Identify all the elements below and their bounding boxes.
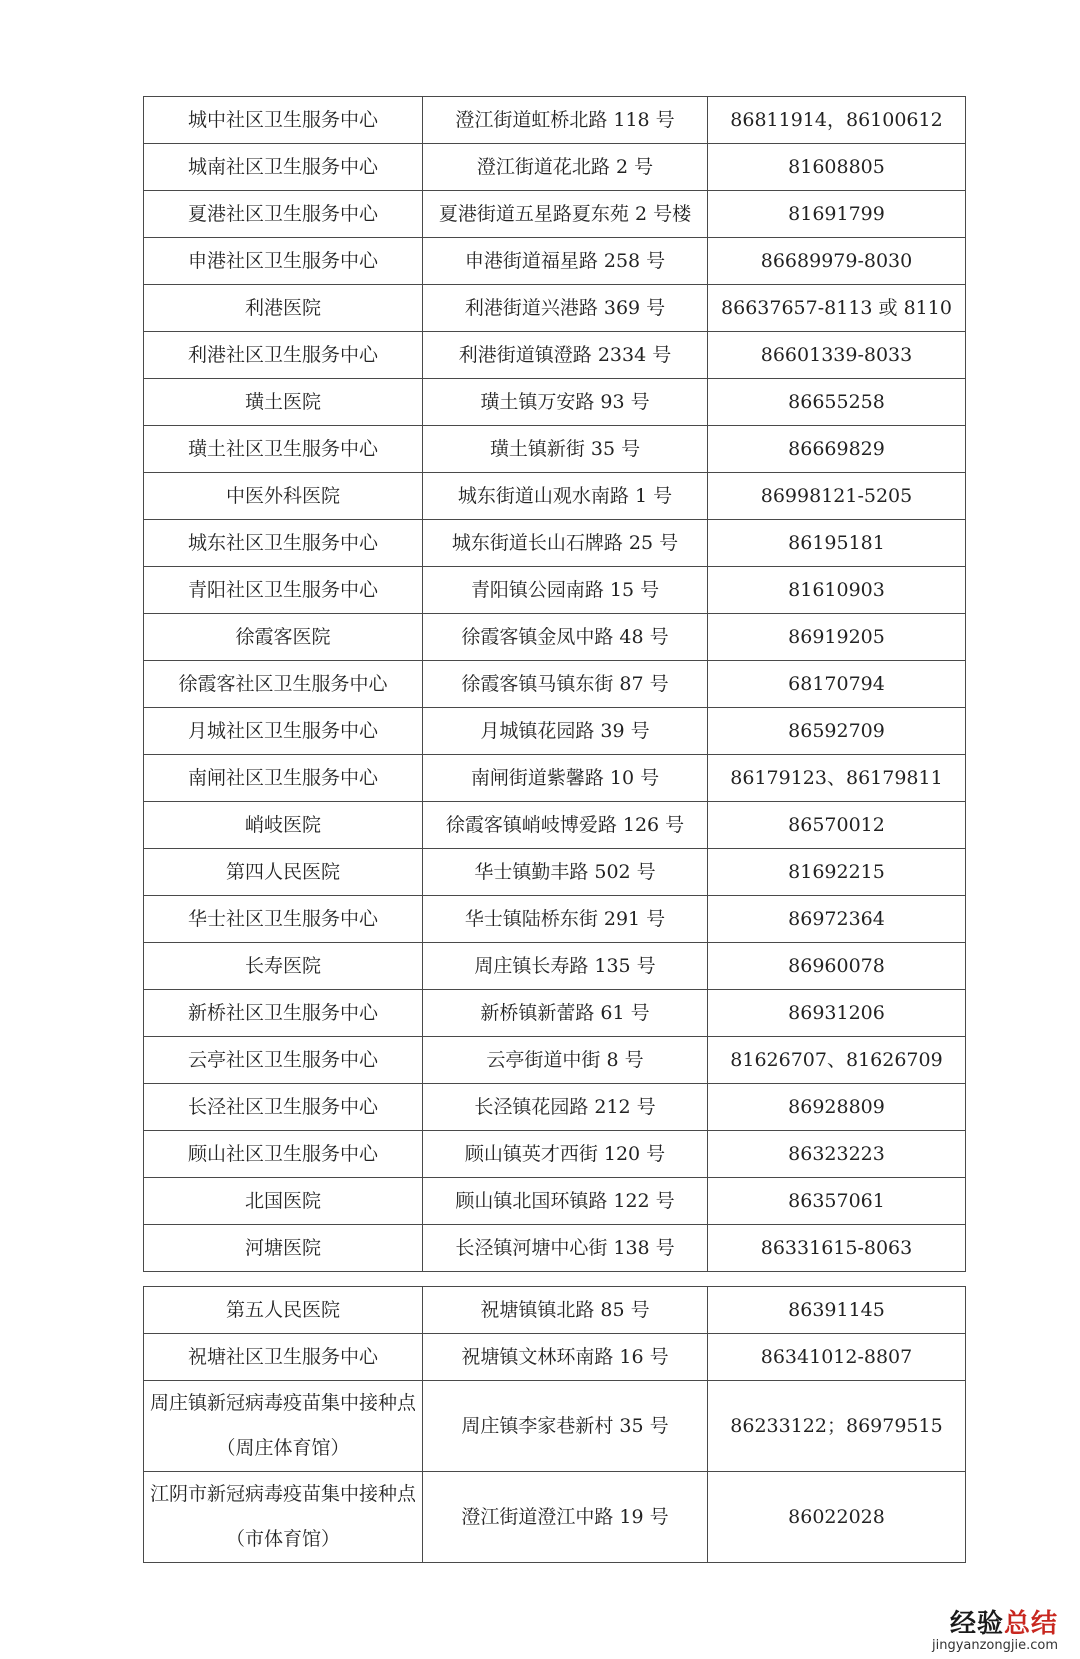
- phone-cell: 86972364: [708, 896, 966, 943]
- address-cell: 周庄镇李家巷新村 35 号: [423, 1381, 708, 1472]
- site-name-cell: 第五人民医院: [144, 1287, 423, 1334]
- phone-cell: 86179123、86179811: [708, 755, 966, 802]
- table-row: [144, 1225, 966, 1272]
- table-row: [144, 1381, 966, 1472]
- watermark-title: [932, 1603, 1058, 1640]
- phone-cell: 86357061: [708, 1178, 966, 1225]
- site-name-cell: 城东社区卫生服务中心: [144, 520, 423, 567]
- phone-cell: 68170794: [708, 661, 966, 708]
- site-name-cell: 城南社区卫生服务中心: [144, 144, 423, 191]
- watermark-logo: [932, 1603, 1058, 1653]
- address-cell: 徐霞客镇金凤中路 48 号: [423, 614, 708, 661]
- table-row: [144, 144, 966, 191]
- table-row: [144, 567, 966, 614]
- address-cell: 月城镇花园路 39 号: [423, 708, 708, 755]
- address-cell: 祝塘镇镇北路 85 号: [423, 1287, 708, 1334]
- site-name-cell: 青阳社区卫生服务中心: [144, 567, 423, 614]
- table-row: [144, 802, 966, 849]
- phone-cell: 86811914，86100612: [708, 97, 966, 144]
- phone-cell: 86323223: [708, 1131, 966, 1178]
- phone-cell: 86960078: [708, 943, 966, 990]
- address-cell: 青阳镇公园南路 15 号: [423, 567, 708, 614]
- address-cell: 徐霞客镇马镇东街 87 号: [423, 661, 708, 708]
- table-row: [144, 661, 966, 708]
- phone-cell: 81691799: [708, 191, 966, 238]
- table-row: [144, 97, 966, 144]
- phone-cell: 81692215: [708, 849, 966, 896]
- address-cell: 申港街道福星路 258 号: [423, 238, 708, 285]
- phone-cell: 86233122；86979515: [708, 1381, 966, 1472]
- table-row: [144, 943, 966, 990]
- table-body: [144, 1287, 966, 1563]
- phone-cell: 86998121-5205: [708, 473, 966, 520]
- table-row: [144, 379, 966, 426]
- table-row: [144, 426, 966, 473]
- address-cell: 周庄镇长寿路 135 号: [423, 943, 708, 990]
- table-row: [144, 332, 966, 379]
- table-row: [144, 708, 966, 755]
- phone-cell: 86331615-8063: [708, 1225, 966, 1272]
- address-cell: 璜土镇万安路 93 号: [423, 379, 708, 426]
- site-name-cell: 南闸社区卫生服务中心: [144, 755, 423, 802]
- table-row: [144, 238, 966, 285]
- table-row: [144, 1084, 966, 1131]
- site-name-cell: 利港社区卫生服务中心: [144, 332, 423, 379]
- table-row: [144, 191, 966, 238]
- site-name-cell: 江阴市新冠病毒疫苗集中接种点（市体育馆）: [144, 1472, 423, 1563]
- site-name-cell: 璜土社区卫生服务中心: [144, 426, 423, 473]
- address-cell: 利港街道镇澄路 2334 号: [423, 332, 708, 379]
- phone-cell: 86391145: [708, 1287, 966, 1334]
- address-cell: 徐霞客镇峭岐博爱路 126 号: [423, 802, 708, 849]
- address-cell: 顾山镇英才西街 120 号: [423, 1131, 708, 1178]
- site-name-cell: 徐霞客社区卫生服务中心: [144, 661, 423, 708]
- site-name-cell: 璜土医院: [144, 379, 423, 426]
- site-name-cell: 长泾社区卫生服务中心: [144, 1084, 423, 1131]
- site-name-cell: 中医外科医院: [144, 473, 423, 520]
- site-name-cell: 顾山社区卫生服务中心: [144, 1131, 423, 1178]
- table-row: [144, 285, 966, 332]
- table-row: [144, 1472, 966, 1563]
- table-row: [144, 1037, 966, 1084]
- address-cell: 顾山镇北国环镇路 122 号: [423, 1178, 708, 1225]
- phone-cell: 86637657-8113 或 8110: [708, 285, 966, 332]
- table-row: [144, 473, 966, 520]
- address-cell: 城东街道长山石牌路 25 号: [423, 520, 708, 567]
- address-cell: 云亭街道中街 8 号: [423, 1037, 708, 1084]
- watermark-title-part1: 经验: [949, 1609, 1004, 1639]
- address-cell: 华士镇陆桥东街 291 号: [423, 896, 708, 943]
- address-cell: 利港街道兴港路 369 号: [423, 285, 708, 332]
- table-row: [144, 520, 966, 567]
- phone-cell: 86919205: [708, 614, 966, 661]
- vaccination-sites-table-continued: [143, 1286, 966, 1563]
- table-row: [144, 614, 966, 661]
- site-name-cell: 夏港社区卫生服务中心: [144, 191, 423, 238]
- site-name-cell: 城中社区卫生服务中心: [144, 97, 423, 144]
- phone-cell: 81626707、81626709: [708, 1037, 966, 1084]
- address-cell: 南闸街道紫馨路 10 号: [423, 755, 708, 802]
- site-name-cell: 峭岐医院: [144, 802, 423, 849]
- phone-cell: 86931206: [708, 990, 966, 1037]
- watermark-title-part2: 总结: [1003, 1609, 1058, 1639]
- phone-cell: 86669829: [708, 426, 966, 473]
- vaccination-sites-table: [143, 96, 966, 1272]
- watermark-url: jingyanzongjie.com: [931, 1638, 1058, 1653]
- site-name-cell: 长寿医院: [144, 943, 423, 990]
- phone-cell: 86928809: [708, 1084, 966, 1131]
- address-cell: 澄江街道花北路 2 号: [423, 144, 708, 191]
- address-cell: 夏港街道五星路夏东苑 2 号楼: [423, 191, 708, 238]
- phone-cell: 86592709: [708, 708, 966, 755]
- phone-cell: 86570012: [708, 802, 966, 849]
- site-name-cell: 云亭社区卫生服务中心: [144, 1037, 423, 1084]
- site-name-cell: 祝塘社区卫生服务中心: [144, 1334, 423, 1381]
- phone-cell: 86689979-8030: [708, 238, 966, 285]
- site-name-cell: 利港医院: [144, 285, 423, 332]
- address-cell: 澄江街道澄江中路 19 号: [423, 1472, 708, 1563]
- address-cell: 澄江街道虹桥北路 118 号: [423, 97, 708, 144]
- table-row: [144, 1131, 966, 1178]
- table-row: [144, 896, 966, 943]
- table-row: [144, 1287, 966, 1334]
- address-cell: 新桥镇新蕾路 61 号: [423, 990, 708, 1037]
- address-cell: 长泾镇花园路 212 号: [423, 1084, 708, 1131]
- phone-cell: 81610903: [708, 567, 966, 614]
- site-name-cell: 华士社区卫生服务中心: [144, 896, 423, 943]
- table-body: [144, 97, 966, 1272]
- table-row: [144, 849, 966, 896]
- table-row: [144, 1334, 966, 1381]
- site-name-cell: 月城社区卫生服务中心: [144, 708, 423, 755]
- phone-cell: 86195181: [708, 520, 966, 567]
- site-name-cell: 周庄镇新冠病毒疫苗集中接种点（周庄体育馆）: [144, 1381, 423, 1472]
- site-name-cell: 新桥社区卫生服务中心: [144, 990, 423, 1037]
- phone-cell: 86601339-8033: [708, 332, 966, 379]
- phone-cell: 86655258: [708, 379, 966, 426]
- site-name-cell: 第四人民医院: [144, 849, 423, 896]
- site-name-cell: 河塘医院: [144, 1225, 423, 1272]
- table-row: [144, 755, 966, 802]
- phone-cell: 86022028: [708, 1472, 966, 1563]
- site-name-cell: 申港社区卫生服务中心: [144, 238, 423, 285]
- phone-cell: 86341012-8807: [708, 1334, 966, 1381]
- site-name-cell: 徐霞客医院: [144, 614, 423, 661]
- table-row: [144, 990, 966, 1037]
- address-cell: 璜土镇新街 35 号: [423, 426, 708, 473]
- address-cell: 祝塘镇文林环南路 16 号: [423, 1334, 708, 1381]
- table-row: [144, 1178, 966, 1225]
- phone-cell: 81608805: [708, 144, 966, 191]
- address-cell: 长泾镇河塘中心街 138 号: [423, 1225, 708, 1272]
- address-cell: 城东街道山观水南路 1 号: [423, 473, 708, 520]
- site-name-cell: 北国医院: [144, 1178, 423, 1225]
- address-cell: 华士镇勤丰路 502 号: [423, 849, 708, 896]
